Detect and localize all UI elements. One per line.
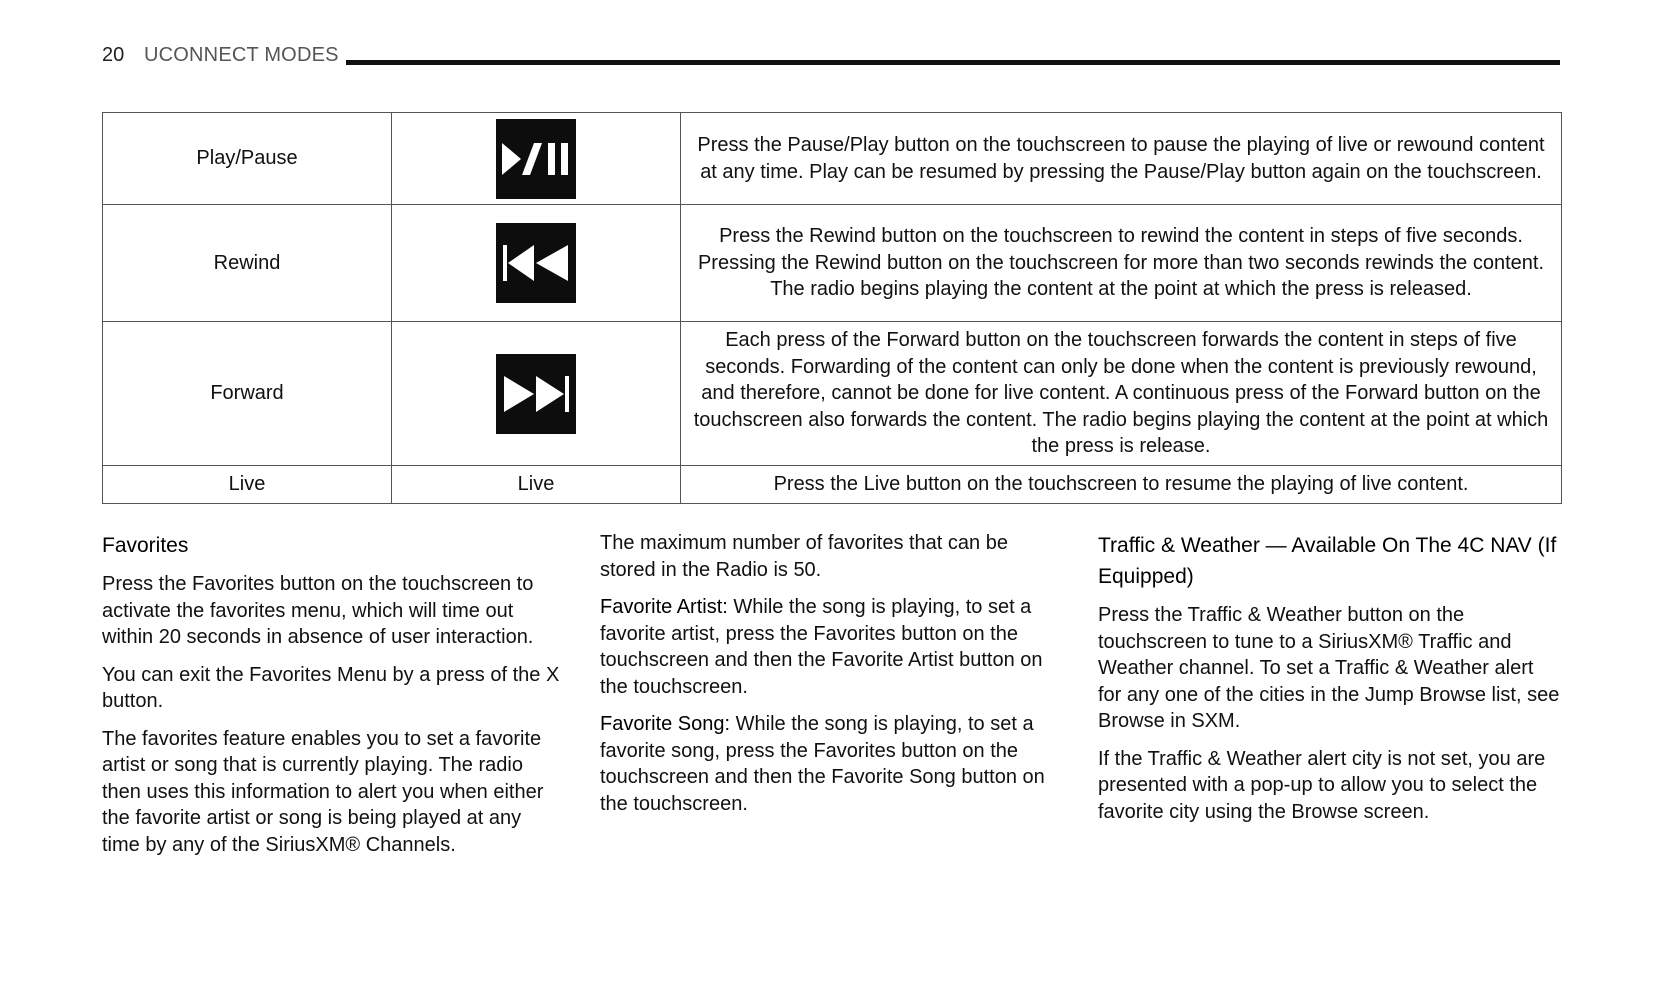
page-header xyxy=(102,44,1560,74)
forward-icon xyxy=(496,354,576,434)
control-name: Rewind xyxy=(103,205,392,322)
paragraph: You can exit the Favorites Menu by a press of the X button. xyxy=(102,663,560,712)
controls-table xyxy=(102,112,1562,504)
paragraph: If the Traffic & Weather alert city is not set, you are presented with a pop-up to allow you to select the favorite city using the Browse screen. xyxy=(1098,747,1546,823)
control-icon-cell xyxy=(392,322,681,466)
table-row xyxy=(103,205,1562,322)
control-description: Press the Rewind button on the touchscreen to rewind the content in steps of five seconds. Pressing the Rewind button on the touchscreen for more than two seconds rewinds the content. The radio begins playing the content at the point at which the press is released. xyxy=(681,205,1562,322)
control-description: Press the Live button on the touchscreen to resume the playing of live content. xyxy=(681,466,1562,504)
header-rule xyxy=(346,60,1560,65)
paragraph: Press the Favorites button on the touchscreen to activate the favorites menu, which will time out within 20 seconds in absence of user interaction. xyxy=(102,573,534,648)
favorites-heading: Favorites xyxy=(102,534,189,557)
favorites-column-2 xyxy=(600,530,1062,828)
table-row xyxy=(103,466,1562,504)
control-name: Play/Pause xyxy=(103,113,392,205)
paragraph: Press the Traffic & Weather button on the touchscreen to tune to a SiriusXM® Traffic and Weather channel. To set a Traffic & Weather alert for any one of the cities in the Jump Browse list, see Browse in SXM. xyxy=(1098,604,1560,732)
play-pause-icon xyxy=(496,119,576,199)
control-icon-cell xyxy=(392,205,681,322)
paragraph: The favorites feature enables you to set a favorite artist or song that is currently playing. The radio then uses this information to alert you when either the favorite artist or song is being played at any time by any of the SiriusXM® Channels. xyxy=(102,727,544,856)
favorites-column-1 xyxy=(102,530,564,869)
rewind-icon xyxy=(496,223,576,303)
paragraph: The maximum number of favorites that can be stored in the Radio is 50. xyxy=(600,532,1008,581)
favorite-artist-lead: Favorite Artist: xyxy=(600,596,728,618)
section-title: UCONNECT MODES xyxy=(144,44,339,66)
control-name: Forward xyxy=(103,322,392,466)
table-row xyxy=(103,322,1562,466)
page-number: 20 xyxy=(102,44,125,66)
favorite-song-lead: Favorite Song: xyxy=(600,713,731,735)
live-button-label: Live xyxy=(392,466,681,504)
control-icon-cell xyxy=(392,113,681,205)
control-name: Live xyxy=(103,466,392,504)
favorite-song-text: While the song is playing, to set a favorite song, press the Favorites button on the touchscreen and then the Favorite Song button on the touchscreen. xyxy=(600,713,1045,815)
favorite-song-paragraph xyxy=(600,711,1062,817)
control-description: Each press of the Forward button on the touchscreen forwards the content in steps of five seconds. Forwarding of the content can only be done when the content is previously rewound, and therefore, cannot be done for live content. A continuous press of the Forward button on the touchscreen also forwards the content. The radio begins playing the content at the point at which the press is release. xyxy=(681,322,1562,466)
table-row xyxy=(103,113,1562,205)
favorite-artist-text: While the song is playing, to set a favorite artist, press the Favorites button on the touchscreen and then the Favorite Artist button on the touchscreen. xyxy=(600,596,1043,698)
traffic-weather-column xyxy=(1098,530,1560,836)
traffic-weather-heading: Traffic & Weather — Available On The 4C NAV (If Equipped) xyxy=(1098,534,1557,588)
favorite-artist-paragraph xyxy=(600,594,1062,700)
control-description: Press the Pause/Play button on the touchscreen to pause the playing of live or rewound content at any time. Play can be resumed by pressing the Pause/Play button again on the touchscreen. xyxy=(681,113,1562,205)
